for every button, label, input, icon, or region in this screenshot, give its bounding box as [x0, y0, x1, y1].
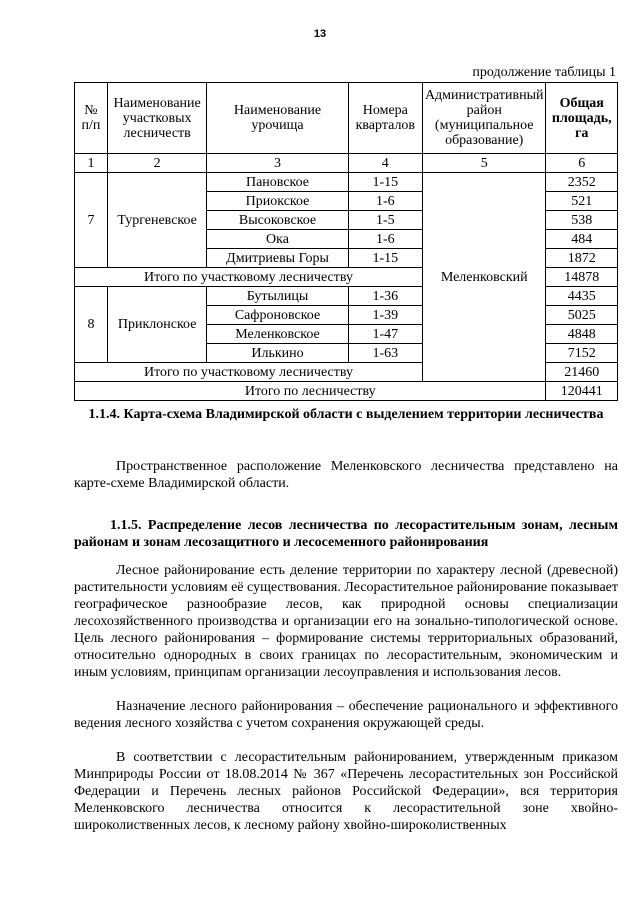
page-number: 13 — [313, 28, 327, 40]
area: 2352 — [546, 173, 618, 192]
column-number: 4 — [348, 154, 422, 173]
tract-name: Сафроновское — [207, 306, 348, 325]
tract-name: Ока — [207, 230, 348, 249]
quarters: 1-5 — [348, 211, 422, 230]
section-paragraph: Лесное районирование есть деление территории по характеру лесной (древесной) растительности условиям её существования. Лесорастительное районирование показывает географическое разнообразие лесов, как природной основы специализации лесохозяйственного производства и организации его на зонально-типологической основе. Цель лесного районирования – формирование системы территориальных образований, относительно однородных в своих границах по лесорастительным, экономическим и иным условиям, принципам организации лесоуправления и использования лесов. — [74, 563, 618, 680]
section-heading-1-1-4: 1.1.4. Карта-схема Владимирской области с выделением территории лесничества — [88, 407, 604, 422]
tract-name: Приокское — [207, 192, 348, 211]
forestry-table — [74, 82, 618, 401]
area: 521 — [546, 192, 618, 211]
group-number: 8 — [75, 287, 108, 363]
tract-name: Высоковское — [207, 211, 348, 230]
header-cell: Общая площадь, га — [546, 83, 618, 154]
subtotal-area: 21460 — [546, 363, 618, 382]
area: 4435 — [546, 287, 618, 306]
total-label: Итого по лесничеству — [75, 382, 546, 401]
table-header-row — [75, 83, 618, 154]
column-number-row — [75, 154, 618, 173]
quarters: 1-63 — [348, 344, 422, 363]
header-cell: Наименование урочища — [207, 83, 348, 154]
tract-name: Меленковское — [207, 325, 348, 344]
header-cell: Наименование участковых лесничеств — [107, 83, 206, 154]
tract-name: Илькино — [207, 344, 348, 363]
total-area: 120441 — [546, 382, 618, 401]
quarters: 1-15 — [348, 249, 422, 268]
subtotal-area: 14878 — [546, 268, 618, 287]
quarters: 1-6 — [348, 230, 422, 249]
total-row — [75, 382, 618, 401]
tract-name: Бутылицы — [207, 287, 348, 306]
area: 538 — [546, 211, 618, 230]
column-number: 6 — [546, 154, 618, 173]
quarters: 1-39 — [348, 306, 422, 325]
district-name: Меленковский — [422, 173, 546, 382]
group-name: Тургеневское — [107, 173, 206, 268]
column-number: 1 — [75, 154, 108, 173]
column-number: 5 — [422, 154, 546, 173]
section-heading-1-1-5: 1.1.5. Распределение лесов лесничества по лесорастительным зонам, лесным районам и зонам лесозащитного и лесосеменного районирования — [74, 518, 618, 550]
table-row — [75, 173, 618, 192]
section-paragraph: Назначение лесного районирования – обеспечение рационального и эффективного ведения лесного хозяйства с учетом сохранения окружающей среды. — [74, 699, 618, 731]
subtotal-label: Итого по участковому лесничеству — [75, 268, 423, 287]
group-number: 7 — [75, 173, 108, 268]
header-cell: Административный район (муниципальное образование) — [422, 83, 546, 154]
area: 484 — [546, 230, 618, 249]
tract-name: Дмитриевы Горы — [207, 249, 348, 268]
subtotal-label: Итого по участковому лесничеству — [75, 363, 423, 382]
group-name: Приклонское — [107, 287, 206, 363]
area: 7152 — [546, 344, 618, 363]
column-number: 2 — [107, 154, 206, 173]
area: 1872 — [546, 249, 618, 268]
quarters: 1-6 — [348, 192, 422, 211]
quarters: 1-36 — [348, 287, 422, 306]
area: 4848 — [546, 325, 618, 344]
column-number: 3 — [207, 154, 348, 173]
table-continuation-label: продолжение таблицы 1 — [472, 65, 616, 80]
quarters: 1-15 — [348, 173, 422, 192]
section-paragraph: В соответствии с лесорастительным районированием, утвержденным приказом Минприроды России от 18.08.2014 № 367 «Перечень лесорастительных зон Российской Федерации и Перечень лесных районов Российской Федерации», вся территория Меленковского лесничества относится к лесорастительной зоне хвойно-широколиственных лесов, к лесному району хвойно-широколиственных — [74, 750, 618, 833]
tract-name: Пановское — [207, 173, 348, 192]
section-paragraph: Пространственное расположение Меленковского лесничества представлено на карте-схеме Владимирской области. — [74, 459, 618, 491]
area: 5025 — [546, 306, 618, 325]
header-cell: № п/п — [75, 83, 108, 154]
quarters: 1-47 — [348, 325, 422, 344]
header-cell: Номера кварталов — [348, 83, 422, 154]
